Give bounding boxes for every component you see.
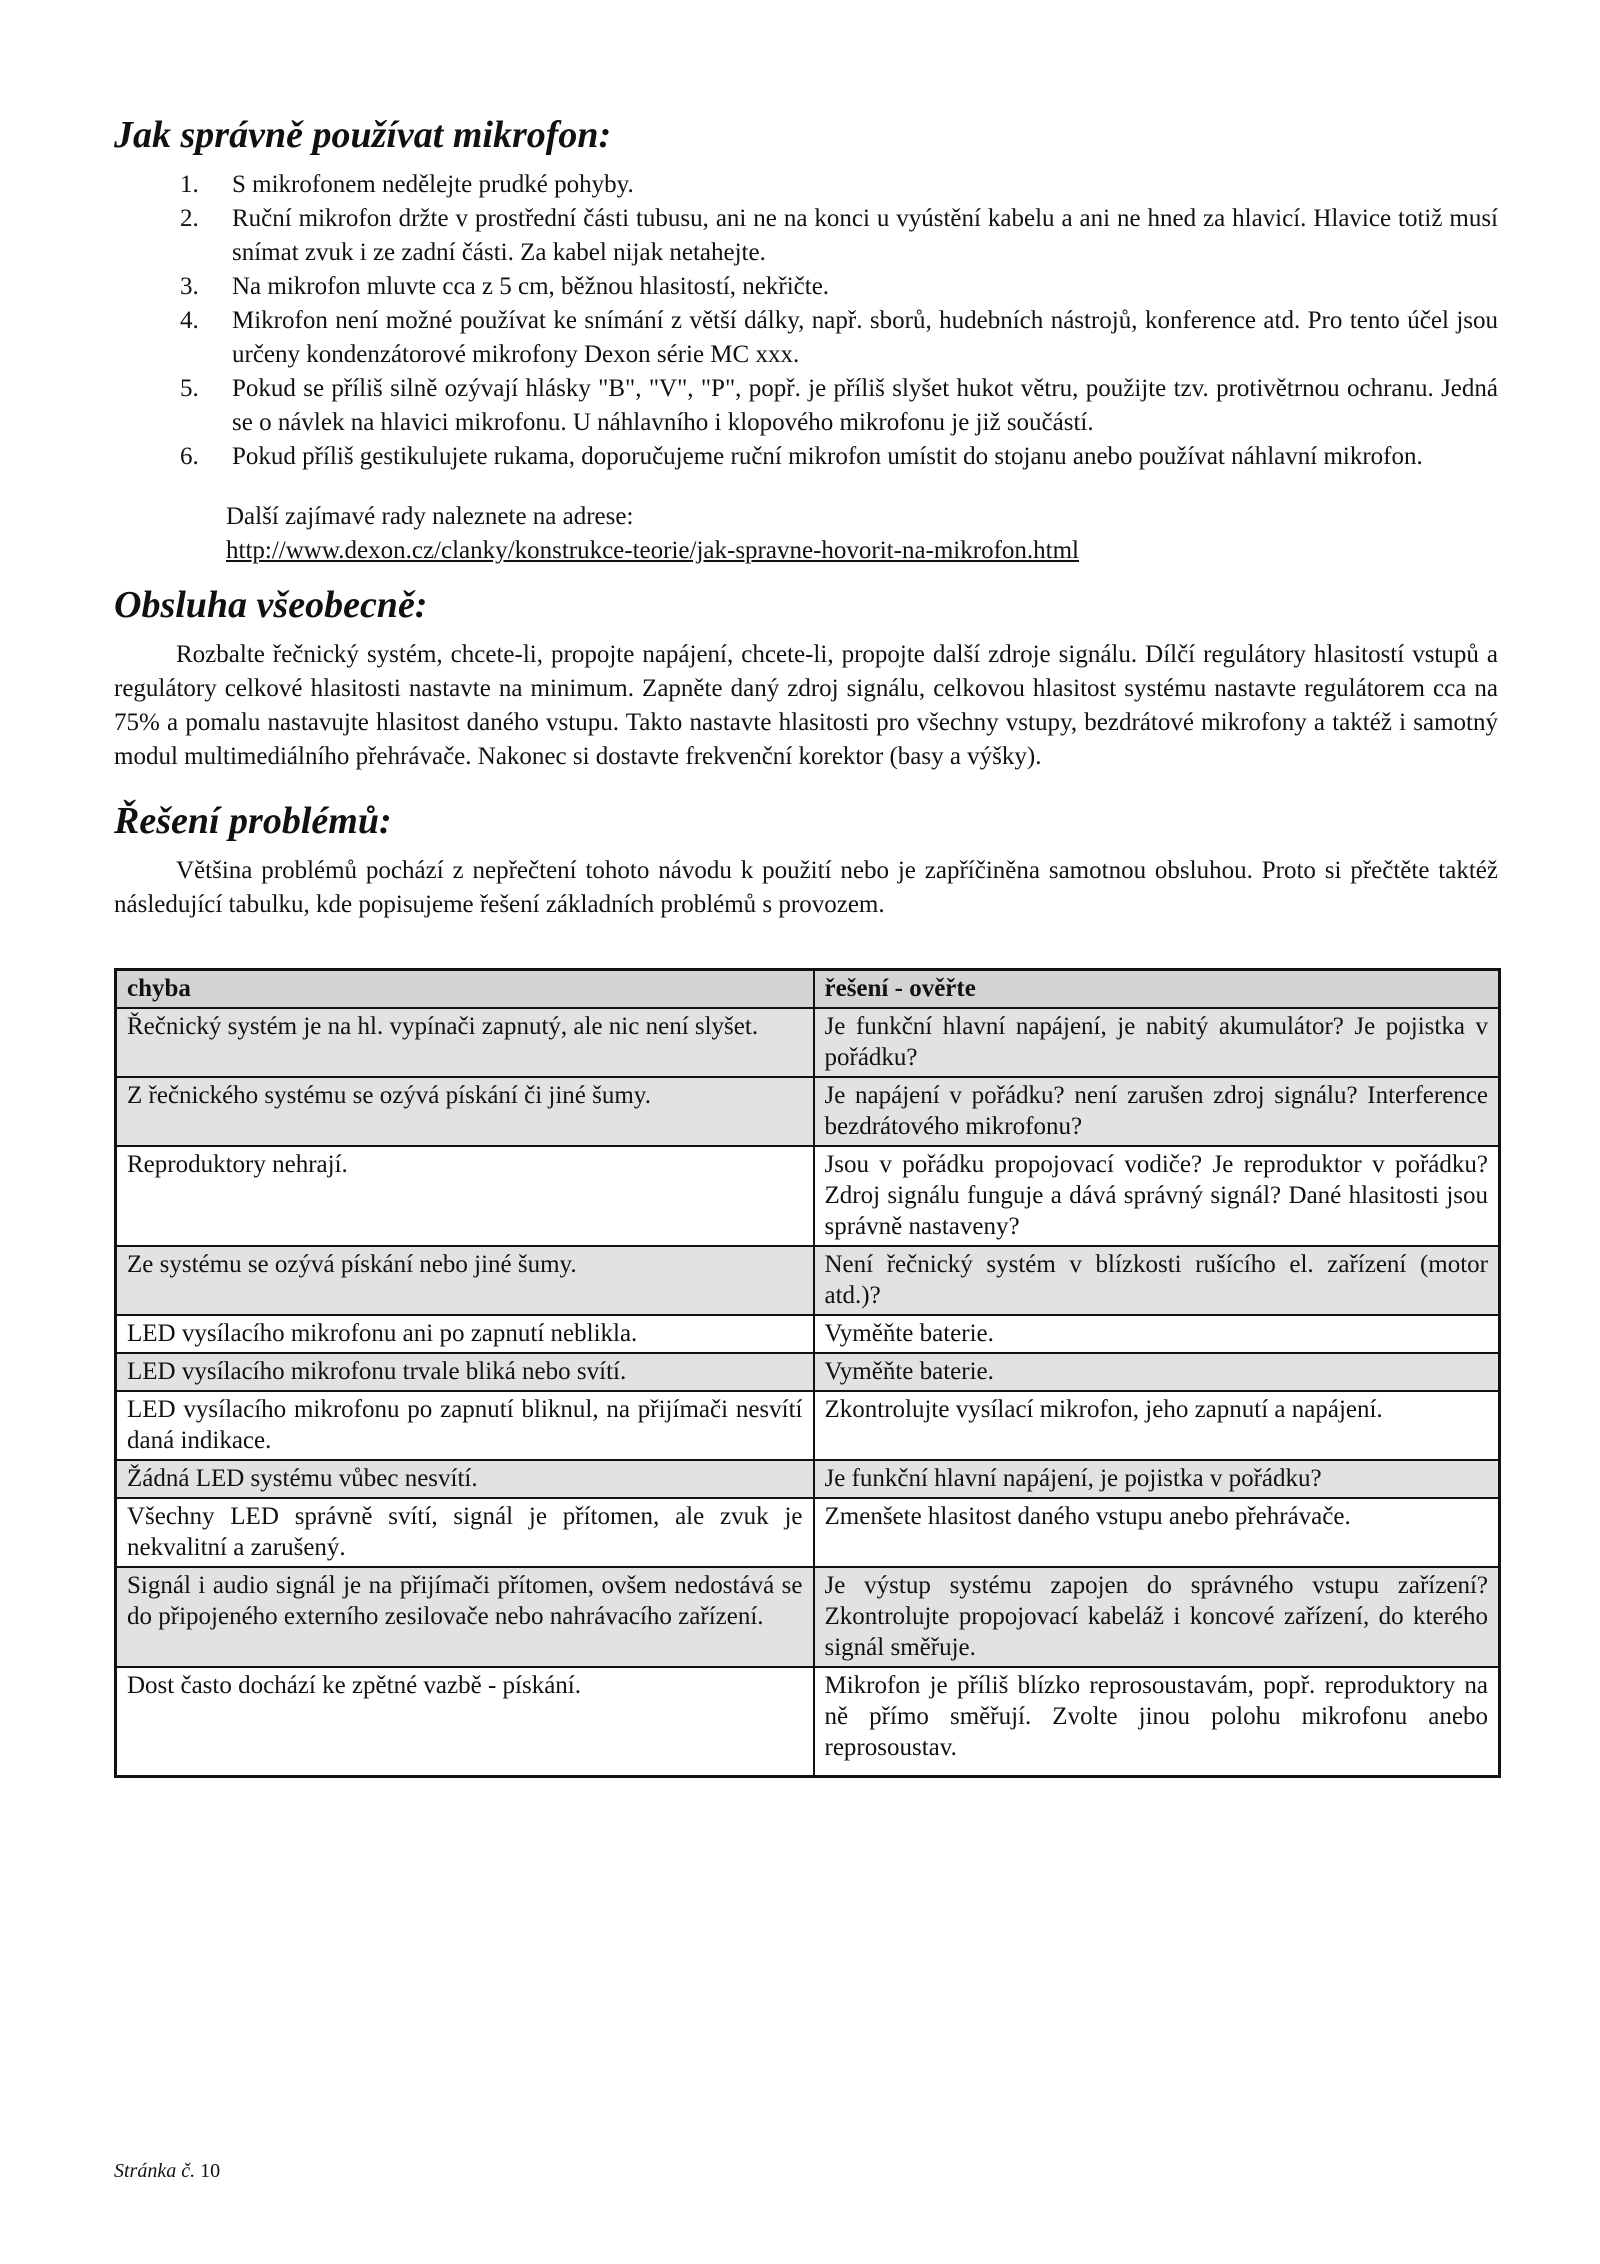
list-item-number: 6. xyxy=(180,443,199,470)
problems-intro: Většina problémů pochází z nepřečtení tohoto návodu k použití nebo je zapříčiněna samotnou obsluhou. Proto si přečtěte taktéž následující tabulku, kde popisujeme řešení základních problémů s provozem. xyxy=(114,857,1498,918)
page-footer xyxy=(114,2160,220,2183)
list-item-text: Mikrofon není možné používat ke snímání z větší dálky, např. sborů, hudebních nástrojů, konference atd. Pro tento účel jsou určeny kondenzátorové mikrofony Dexon série MC xxx. xyxy=(232,307,1498,368)
list-item-number: 3. xyxy=(180,273,199,300)
problems-heading: Řešení problémů: xyxy=(114,800,392,842)
fix-cell: Je funkční hlavní napájení, je pojistka v pořádku? xyxy=(814,1460,1500,1498)
list-item xyxy=(114,440,1498,474)
table-row xyxy=(116,1315,1500,1353)
list-item xyxy=(114,372,1498,440)
table-header-row xyxy=(116,970,1500,1009)
more-info-block xyxy=(226,500,1498,568)
list-item-number: 5. xyxy=(180,375,199,402)
table-row xyxy=(116,1667,1500,1777)
column-header-fix: řešení - ověřte xyxy=(814,970,1500,1009)
fault-cell: LED vysílacího mikrofonu po zapnutí bliknul, na přijímači nesvítí daná indikace. xyxy=(116,1391,814,1460)
page-number: 10 xyxy=(200,2160,221,2182)
table-row xyxy=(116,1353,1500,1391)
table-row xyxy=(116,1460,1500,1498)
table-row xyxy=(116,1567,1500,1667)
list-item-number: 4. xyxy=(180,307,199,334)
list-item-text: Na mikrofon mluvte cca z 5 cm, běžnou hlasitostí, nekřičte. xyxy=(232,273,830,300)
more-info-link[interactable]: http://www.dexon.cz/clanky/konstrukce-teorie/jak-spravne-hovorit-na-mikrofon.html xyxy=(226,537,1079,564)
general-heading: Obsluha všeobecně: xyxy=(114,584,428,626)
table-row xyxy=(116,1146,1500,1246)
more-info-label: Další zajímavé rady naleznete na adrese: xyxy=(226,503,634,530)
fault-cell: Všechny LED správně svítí, signál je přítomen, ale zvuk je nekvalitní a zarušený. xyxy=(116,1498,814,1567)
column-header-fault: chyba xyxy=(116,970,814,1009)
fix-cell: Zkontrolujte vysílací mikrofon, jeho zapnutí a napájení. xyxy=(814,1391,1500,1460)
list-item-number: 2. xyxy=(180,205,199,232)
page-content xyxy=(114,112,1498,1778)
fix-cell: Vyměňte baterie. xyxy=(814,1353,1500,1391)
troubleshooting-table xyxy=(114,968,1501,1778)
fault-cell: Řečnický systém je na hl. vypínači zapnutý, ale nic není slyšet. xyxy=(116,1008,814,1077)
fault-cell: Reproduktory nehrají. xyxy=(116,1146,814,1246)
table-row xyxy=(116,1008,1500,1077)
fault-cell: Žádná LED systému vůbec nesvítí. xyxy=(116,1460,814,1498)
table-row xyxy=(116,1498,1500,1567)
fix-cell: Je funkční hlavní napájení, je nabitý akumulátor? Je pojistka v pořádku? xyxy=(814,1008,1500,1077)
list-item-text: Ruční mikrofon držte v prostřední části tubusu, ani ne na konci u vyústění kabelu a ani ne hned za hlavicí. Hlavice totiž musí snímat zvuk i ze zadní části. Za kabel nijak netahejte. xyxy=(232,205,1498,266)
list-item xyxy=(114,304,1498,372)
fix-cell: Mikrofon je příliš blízko reprosoustavám, popř. reproduktory na ně přímo směřují. Zvolte jinou polohu mikrofonu anebo reprosoustav. xyxy=(814,1667,1500,1777)
list-item xyxy=(114,270,1498,304)
page-number-label: Stránka č. xyxy=(114,2160,196,2182)
fix-cell: Je napájení v pořádku? není zarušen zdroj signálu? Interference bezdrátového mikrofonu? xyxy=(814,1077,1500,1146)
table-row xyxy=(116,1391,1500,1460)
table-row xyxy=(116,1077,1500,1146)
table-row xyxy=(116,1246,1500,1315)
fault-cell: Dost často dochází ke zpětné vazbě - pískání. xyxy=(116,1667,814,1777)
list-item-text: S mikrofonem nedělejte prudké pohyby. xyxy=(232,171,634,198)
general-paragraph: Rozbalte řečnický systém, chcete-li, propojte napájení, chcete-li, propojte další zdroje signálu. Dílčí regulátory hlasitostí vstupů a regulátory celkové hlasitosti nastavte na minimum. Zapněte daný zdroj signálu, celkovou hlasitost systému nastavte regulátorem cca na 75% a pomalu nastavujte hlasitost daného vstupu. Takto nastavte hlasitosti pro všechny vstupy, bezdrátové mikrofony a taktéž i samotný modul multimediálního přehrávače. Nakonec si dostavte frekvenční korektor (basy a výšky). xyxy=(114,641,1498,770)
mic-heading: Jak správně používat mikrofon: xyxy=(114,114,612,156)
list-item-text: Pokud příliš gestikulujete rukama, doporučujeme ruční mikrofon umístit do stojanu anebo používat náhlavní mikrofon. xyxy=(232,443,1423,470)
mic-tips-list xyxy=(114,168,1498,474)
fault-cell: LED vysílacího mikrofonu ani po zapnutí neblikla. xyxy=(116,1315,814,1353)
list-item xyxy=(114,168,1498,202)
fix-cell: Je výstup systému zapojen do správného vstupu zařízení? Zkontrolujte propojovací kabeláž i koncové zařízení, do kterého signál směřuje. xyxy=(814,1567,1500,1667)
fix-cell: Zmenšete hlasitost daného vstupu anebo přehrávače. xyxy=(814,1498,1500,1567)
fault-cell: LED vysílacího mikrofonu trvale bliká nebo svítí. xyxy=(116,1353,814,1391)
list-item-text: Pokud se příliš silně ozývají hlásky "B", "V", "P", popř. je příliš slyšet hukot větru, použijte tzv. protivětrnou ochranu. Jedná se o návlek na hlavici mikrofonu. U náhlavního i klopového mikrofonu je již součástí. xyxy=(232,375,1498,436)
fix-cell: Není řečnický systém v blízkosti rušícího el. zařízení (motor atd.)? xyxy=(814,1246,1500,1315)
list-item-number: 1. xyxy=(180,171,199,198)
fix-cell: Vyměňte baterie. xyxy=(814,1315,1500,1353)
fix-cell: Jsou v pořádku propojovací vodiče? Je reproduktor v pořádku? Zdroj signálu funguje a dává správný signál? Dané hlasitosti jsou správně nastaveny? xyxy=(814,1146,1500,1246)
fault-cell: Signál i audio signál je na přijímači přítomen, ovšem nedostává se do připojeného externího zesilovače nebo nahrávacího zařízení. xyxy=(116,1567,814,1667)
fault-cell: Ze systému se ozývá pískání nebo jiné šumy. xyxy=(116,1246,814,1315)
list-item xyxy=(114,202,1498,270)
fault-cell: Z řečnického systému se ozývá pískání či jiné šumy. xyxy=(116,1077,814,1146)
